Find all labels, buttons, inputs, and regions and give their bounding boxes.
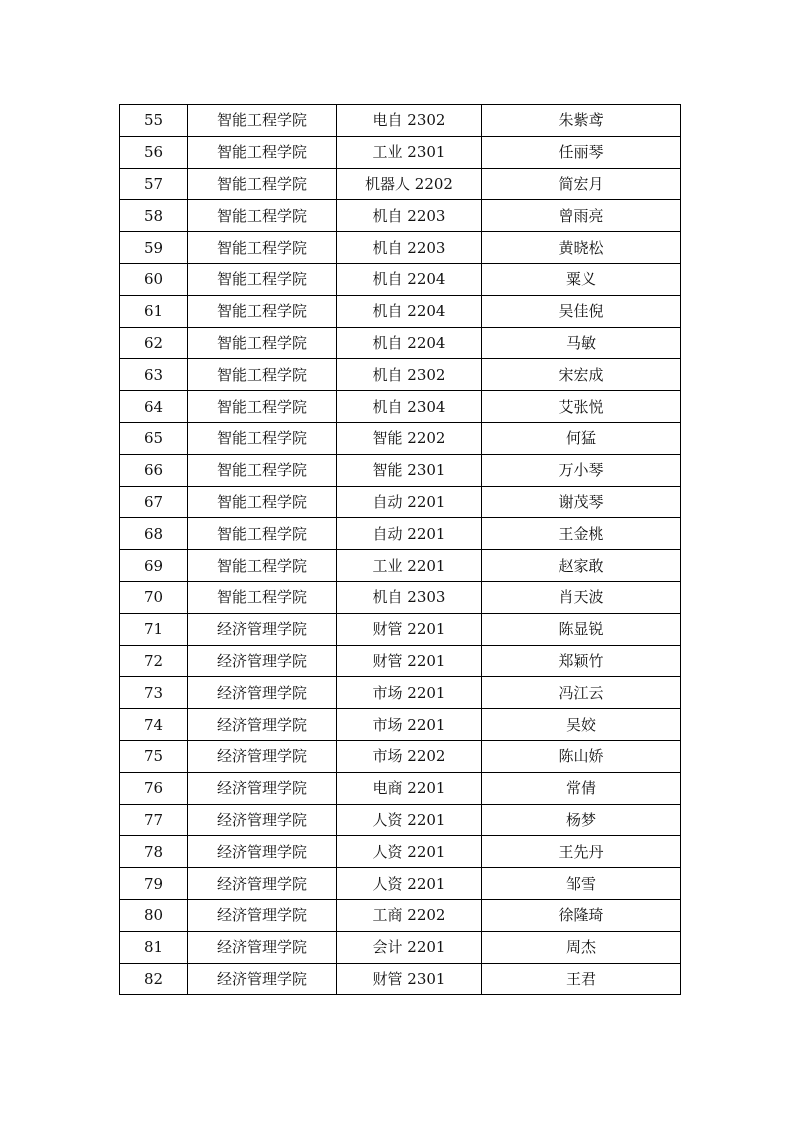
college-cell: 经济管理学院 bbox=[188, 740, 337, 772]
row-number-cell: 69 bbox=[120, 550, 188, 582]
row-number-cell: 78 bbox=[120, 836, 188, 868]
student-name-cell: 王先丹 bbox=[482, 836, 681, 868]
college-cell: 智能工程学院 bbox=[188, 518, 337, 550]
table-row bbox=[120, 200, 681, 232]
student-name-cell: 陈显锐 bbox=[482, 613, 681, 645]
student-name-cell: 王君 bbox=[482, 963, 681, 995]
college-cell: 经济管理学院 bbox=[188, 899, 337, 931]
row-number-cell: 60 bbox=[120, 263, 188, 295]
student-name-cell: 周杰 bbox=[482, 931, 681, 963]
table-row bbox=[120, 709, 681, 741]
college-cell: 经济管理学院 bbox=[188, 836, 337, 868]
row-number-cell: 62 bbox=[120, 327, 188, 359]
row-number-cell: 56 bbox=[120, 136, 188, 168]
student-name-cell: 谢茂琴 bbox=[482, 486, 681, 518]
row-number-cell: 79 bbox=[120, 868, 188, 900]
class-cell: 电商 2201 bbox=[337, 772, 482, 804]
row-number-cell: 65 bbox=[120, 422, 188, 454]
college-cell: 智能工程学院 bbox=[188, 581, 337, 613]
table-row bbox=[120, 899, 681, 931]
college-cell: 经济管理学院 bbox=[188, 645, 337, 677]
class-cell: 市场 2202 bbox=[337, 740, 482, 772]
row-number-cell: 76 bbox=[120, 772, 188, 804]
row-number-cell: 55 bbox=[120, 105, 188, 137]
row-number-cell: 59 bbox=[120, 232, 188, 264]
college-cell: 经济管理学院 bbox=[188, 868, 337, 900]
table-row bbox=[120, 518, 681, 550]
class-cell: 工商 2202 bbox=[337, 899, 482, 931]
table-row bbox=[120, 454, 681, 486]
row-number-cell: 73 bbox=[120, 677, 188, 709]
college-cell: 经济管理学院 bbox=[188, 677, 337, 709]
row-number-cell: 70 bbox=[120, 581, 188, 613]
college-cell: 经济管理学院 bbox=[188, 804, 337, 836]
college-cell: 经济管理学院 bbox=[188, 613, 337, 645]
class-cell: 机自 2302 bbox=[337, 359, 482, 391]
class-cell: 财管 2201 bbox=[337, 613, 482, 645]
table-row bbox=[120, 868, 681, 900]
college-cell: 智能工程学院 bbox=[188, 232, 337, 264]
row-number-cell: 58 bbox=[120, 200, 188, 232]
class-cell: 机自 2203 bbox=[337, 232, 482, 264]
college-cell: 经济管理学院 bbox=[188, 963, 337, 995]
class-cell: 自动 2201 bbox=[337, 486, 482, 518]
student-name-cell: 简宏月 bbox=[482, 168, 681, 200]
class-cell: 财管 2201 bbox=[337, 645, 482, 677]
student-name-cell: 万小琴 bbox=[482, 454, 681, 486]
student-name-cell: 郑颖竹 bbox=[482, 645, 681, 677]
table-row bbox=[120, 804, 681, 836]
college-cell: 智能工程学院 bbox=[188, 168, 337, 200]
college-cell: 智能工程学院 bbox=[188, 295, 337, 327]
class-cell: 人资 2201 bbox=[337, 804, 482, 836]
row-number-cell: 67 bbox=[120, 486, 188, 518]
class-cell: 机自 2304 bbox=[337, 391, 482, 423]
class-cell: 智能 2301 bbox=[337, 454, 482, 486]
roster-table bbox=[119, 104, 681, 995]
table-row bbox=[120, 105, 681, 137]
row-number-cell: 72 bbox=[120, 645, 188, 677]
student-name-cell: 冯江云 bbox=[482, 677, 681, 709]
class-cell: 机自 2204 bbox=[337, 327, 482, 359]
college-cell: 智能工程学院 bbox=[188, 200, 337, 232]
student-name-cell: 常倩 bbox=[482, 772, 681, 804]
class-cell: 机器人 2202 bbox=[337, 168, 482, 200]
table-row bbox=[120, 677, 681, 709]
table-row bbox=[120, 136, 681, 168]
student-name-cell: 邹雪 bbox=[482, 868, 681, 900]
student-name-cell: 艾张悦 bbox=[482, 391, 681, 423]
student-name-cell: 曾雨亮 bbox=[482, 200, 681, 232]
row-number-cell: 68 bbox=[120, 518, 188, 550]
student-name-cell: 马敏 bbox=[482, 327, 681, 359]
row-number-cell: 57 bbox=[120, 168, 188, 200]
table-row bbox=[120, 581, 681, 613]
student-name-cell: 吴姣 bbox=[482, 709, 681, 741]
class-cell: 市场 2201 bbox=[337, 677, 482, 709]
college-cell: 智能工程学院 bbox=[188, 422, 337, 454]
row-number-cell: 66 bbox=[120, 454, 188, 486]
class-cell: 工业 2301 bbox=[337, 136, 482, 168]
class-cell: 机自 2203 bbox=[337, 200, 482, 232]
student-name-cell: 任丽琴 bbox=[482, 136, 681, 168]
row-number-cell: 77 bbox=[120, 804, 188, 836]
class-cell: 机自 2303 bbox=[337, 581, 482, 613]
student-name-cell: 黄晓松 bbox=[482, 232, 681, 264]
table-row bbox=[120, 486, 681, 518]
college-cell: 智能工程学院 bbox=[188, 263, 337, 295]
class-cell: 人资 2201 bbox=[337, 836, 482, 868]
roster-table-body bbox=[120, 105, 681, 995]
class-cell: 机自 2204 bbox=[337, 295, 482, 327]
row-number-cell: 75 bbox=[120, 740, 188, 772]
table-row bbox=[120, 836, 681, 868]
college-cell: 经济管理学院 bbox=[188, 772, 337, 804]
row-number-cell: 71 bbox=[120, 613, 188, 645]
row-number-cell: 82 bbox=[120, 963, 188, 995]
table-row bbox=[120, 772, 681, 804]
college-cell: 智能工程学院 bbox=[188, 105, 337, 137]
table-row bbox=[120, 931, 681, 963]
class-cell: 人资 2201 bbox=[337, 868, 482, 900]
table-row bbox=[120, 550, 681, 582]
student-name-cell: 粟义 bbox=[482, 263, 681, 295]
table-row bbox=[120, 740, 681, 772]
table-row bbox=[120, 168, 681, 200]
class-cell: 电自 2302 bbox=[337, 105, 482, 137]
table-row bbox=[120, 295, 681, 327]
table-row bbox=[120, 359, 681, 391]
student-name-cell: 徐隆琦 bbox=[482, 899, 681, 931]
row-number-cell: 74 bbox=[120, 709, 188, 741]
student-name-cell: 王金桃 bbox=[482, 518, 681, 550]
row-number-cell: 64 bbox=[120, 391, 188, 423]
college-cell: 智能工程学院 bbox=[188, 550, 337, 582]
college-cell: 智能工程学院 bbox=[188, 391, 337, 423]
row-number-cell: 80 bbox=[120, 899, 188, 931]
college-cell: 智能工程学院 bbox=[188, 454, 337, 486]
table-row bbox=[120, 232, 681, 264]
student-name-cell: 杨梦 bbox=[482, 804, 681, 836]
college-cell: 智能工程学院 bbox=[188, 327, 337, 359]
class-cell: 自动 2201 bbox=[337, 518, 482, 550]
class-cell: 会计 2201 bbox=[337, 931, 482, 963]
table-row bbox=[120, 422, 681, 454]
student-name-cell: 何猛 bbox=[482, 422, 681, 454]
student-name-cell: 肖天波 bbox=[482, 581, 681, 613]
table-row bbox=[120, 613, 681, 645]
student-name-cell: 陈山娇 bbox=[482, 740, 681, 772]
table-row bbox=[120, 645, 681, 677]
student-name-cell: 朱紫鸢 bbox=[482, 105, 681, 137]
row-number-cell: 63 bbox=[120, 359, 188, 391]
college-cell: 智能工程学院 bbox=[188, 486, 337, 518]
student-name-cell: 吴佳倪 bbox=[482, 295, 681, 327]
student-name-cell: 赵家敢 bbox=[482, 550, 681, 582]
table-row bbox=[120, 963, 681, 995]
row-number-cell: 61 bbox=[120, 295, 188, 327]
college-cell: 智能工程学院 bbox=[188, 136, 337, 168]
class-cell: 工业 2201 bbox=[337, 550, 482, 582]
college-cell: 经济管理学院 bbox=[188, 709, 337, 741]
class-cell: 财管 2301 bbox=[337, 963, 482, 995]
student-name-cell: 宋宏成 bbox=[482, 359, 681, 391]
class-cell: 市场 2201 bbox=[337, 709, 482, 741]
table-row bbox=[120, 327, 681, 359]
table-row bbox=[120, 391, 681, 423]
table-row bbox=[120, 263, 681, 295]
class-cell: 机自 2204 bbox=[337, 263, 482, 295]
class-cell: 智能 2202 bbox=[337, 422, 482, 454]
college-cell: 智能工程学院 bbox=[188, 359, 337, 391]
college-cell: 经济管理学院 bbox=[188, 931, 337, 963]
row-number-cell: 81 bbox=[120, 931, 188, 963]
